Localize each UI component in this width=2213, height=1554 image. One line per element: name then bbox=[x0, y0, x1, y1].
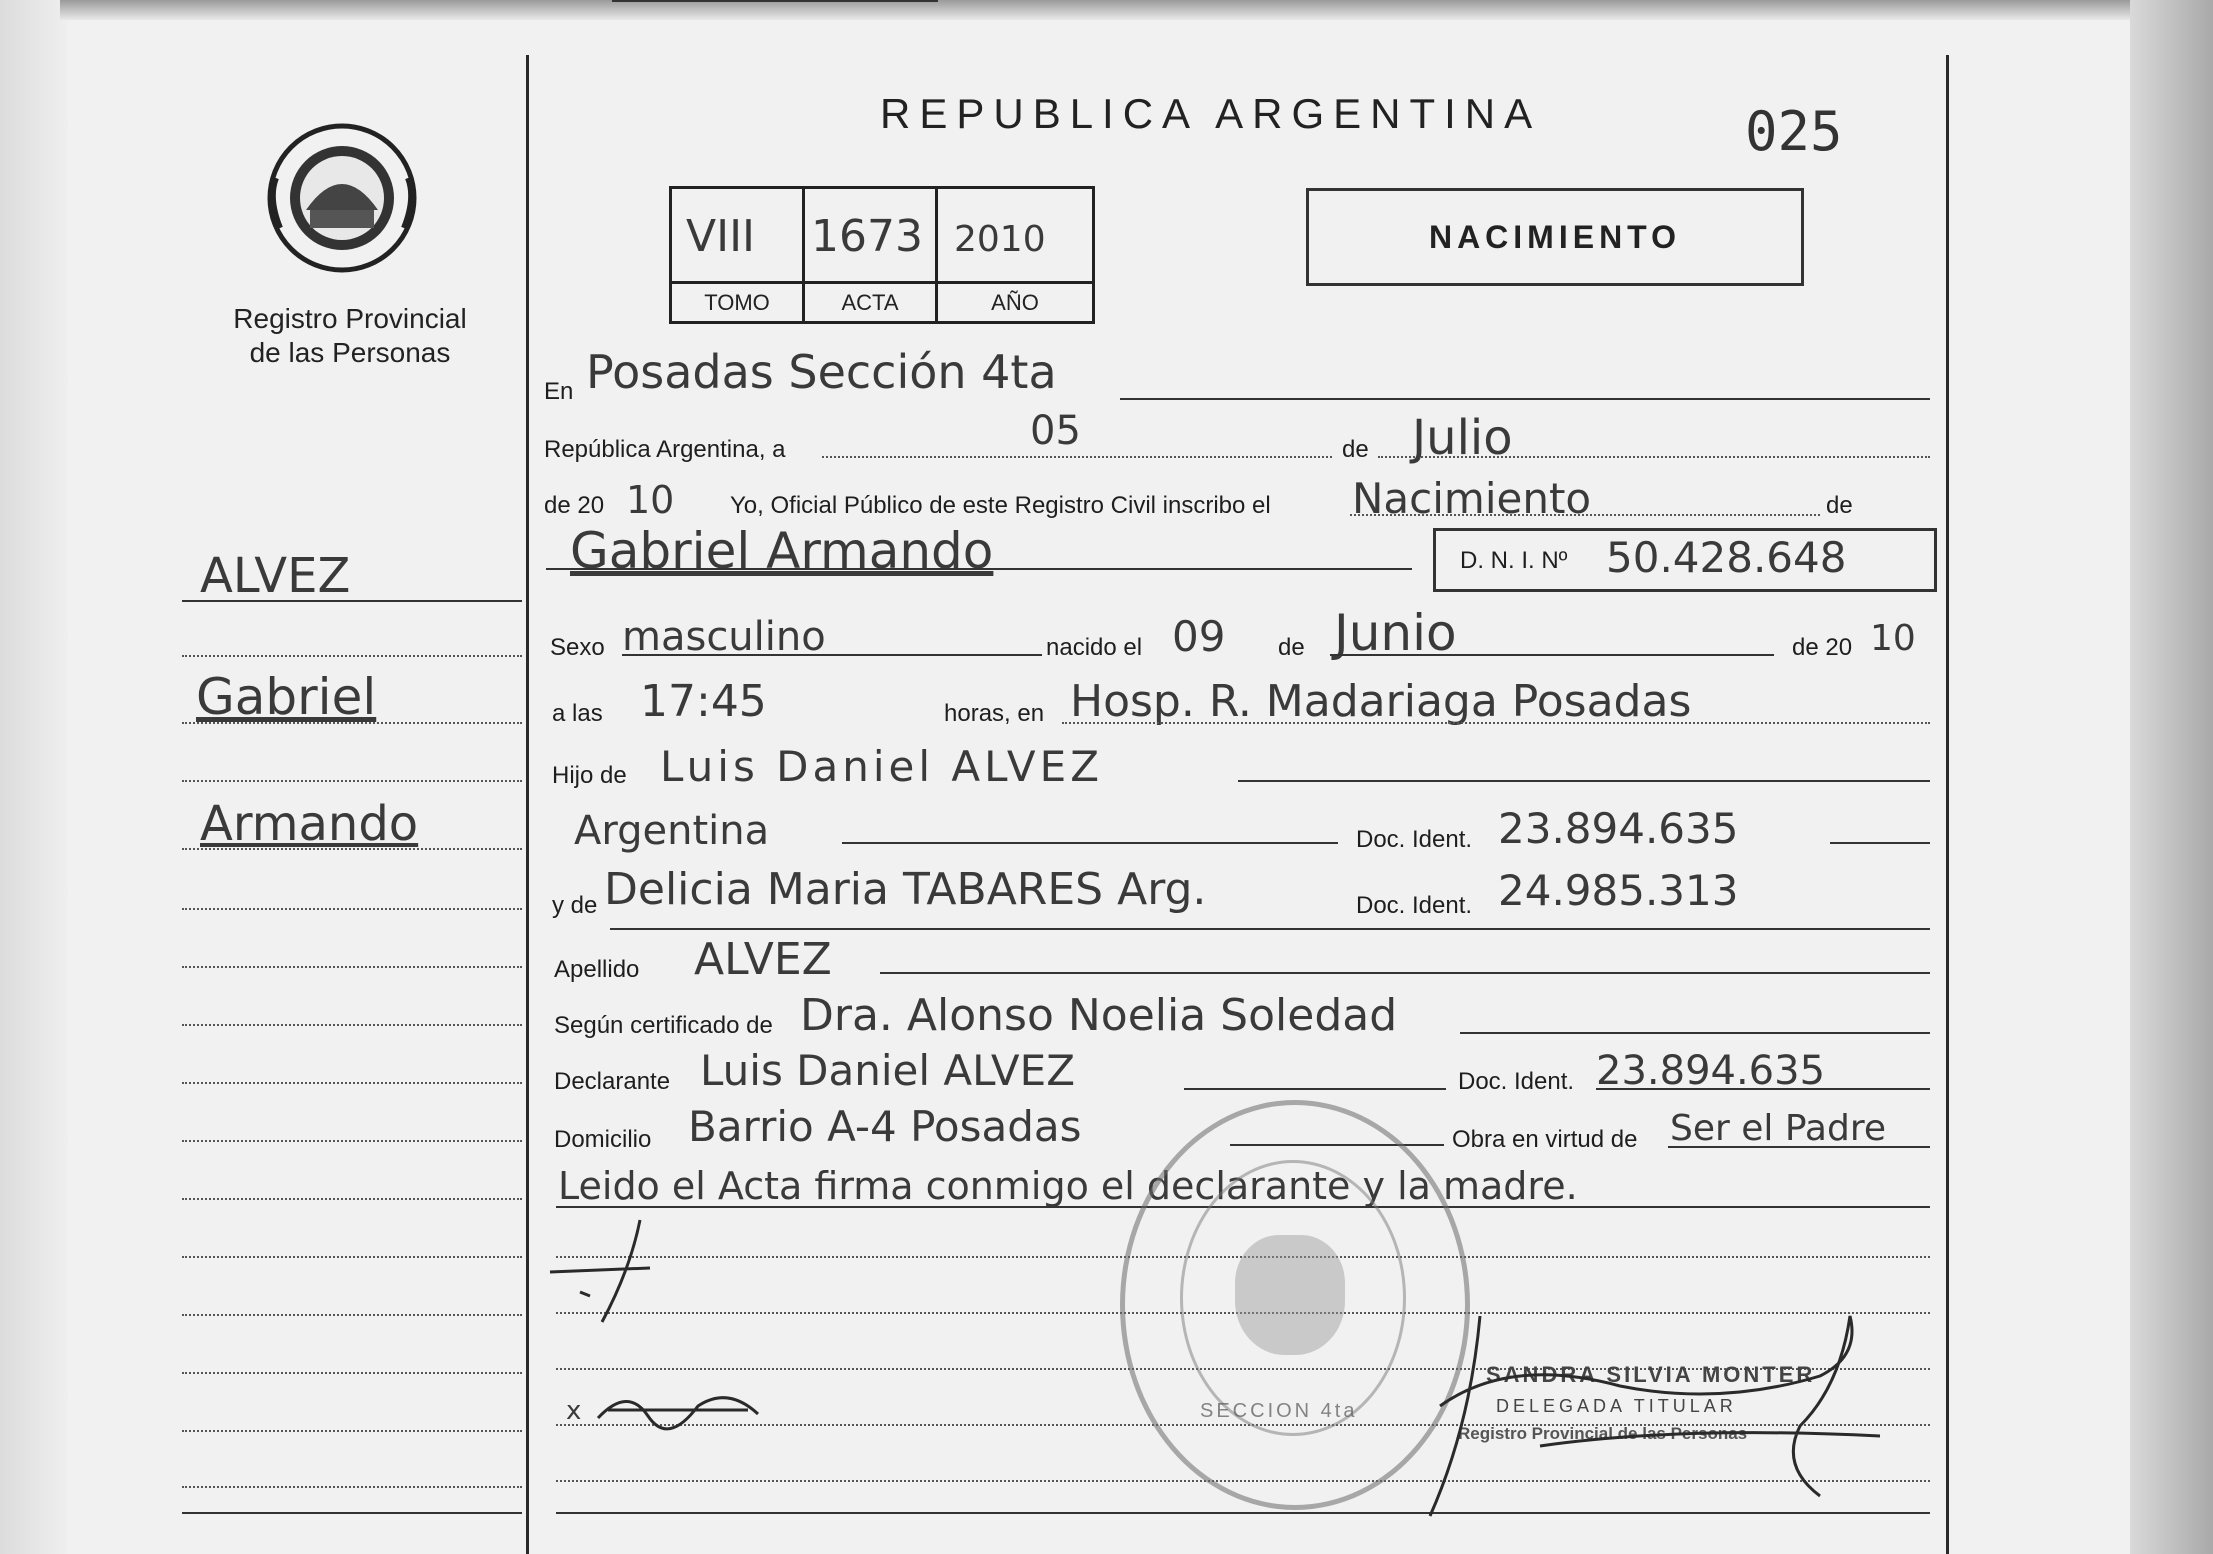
year-suffix: 10 bbox=[626, 478, 675, 522]
margin-rule bbox=[182, 1372, 522, 1374]
record-type-box: NACIMIENTO bbox=[1306, 188, 1804, 286]
de-label: de bbox=[1342, 436, 1369, 463]
margin-rule bbox=[182, 1082, 522, 1084]
father-doc-label: Doc. Ident. bbox=[1356, 826, 1473, 853]
nacido-label: nacido el bbox=[1046, 634, 1143, 661]
mother-doc-label: Doc. Ident. bbox=[1356, 892, 1473, 919]
margin-rule bbox=[182, 1314, 522, 1316]
stamp-registry: Registro Provincial de las Personas bbox=[1458, 1424, 1748, 1443]
margin-rule bbox=[182, 1198, 522, 1200]
de-label-2: de bbox=[1826, 492, 1853, 519]
margin-rule bbox=[182, 780, 522, 782]
inscribo-value: Nacimiento bbox=[1352, 474, 1592, 523]
dni-box bbox=[1433, 528, 1937, 592]
signature-x-mark: x bbox=[566, 1396, 582, 1426]
month-value: Julio bbox=[1412, 410, 1513, 466]
page-top-shadow bbox=[60, 0, 2140, 20]
de-label-3: de bbox=[1278, 634, 1305, 661]
birth-place-line bbox=[1062, 722, 1930, 724]
anio-value: 2010 bbox=[954, 219, 1046, 260]
registry-title bbox=[200, 302, 500, 370]
anio-label: AÑO bbox=[938, 281, 1092, 324]
birth-month-line bbox=[1330, 654, 1774, 656]
father-nat-line bbox=[842, 842, 1338, 844]
apellido-label: Apellido bbox=[554, 956, 640, 983]
apellido-value: ALVEZ bbox=[694, 934, 832, 985]
segun-line bbox=[1460, 1032, 1930, 1034]
country-heading: REPUBLICA ARGENTINA bbox=[880, 90, 1542, 137]
declarante-doc-label: Doc. Ident. bbox=[1458, 1068, 1575, 1095]
declarante-doc: 23.894.635 bbox=[1596, 1048, 1826, 1094]
father-line bbox=[1238, 780, 1930, 782]
horas-label: horas, en bbox=[944, 700, 1045, 727]
y-de-label: y de bbox=[552, 892, 598, 919]
birth-year-prefix: de 20 bbox=[1792, 634, 1853, 661]
domicilio-value: Barrio A-4 Posadas bbox=[688, 1102, 1082, 1151]
time-value: 17:45 bbox=[640, 676, 767, 727]
seal-emblem bbox=[1235, 1235, 1345, 1355]
acta-cell bbox=[805, 189, 938, 281]
margin-rule bbox=[182, 1512, 522, 1514]
dni-label: D. N. I. Nº bbox=[1460, 547, 1568, 574]
margin-surname: ALVEZ bbox=[200, 548, 351, 604]
declarante-value: Luis Daniel ALVEZ bbox=[700, 1046, 1075, 1095]
seal-bottom-text: SECCION 4ta bbox=[1200, 1400, 1358, 1422]
birth-year-suffix: 10 bbox=[1870, 618, 1916, 659]
a-las-label: a las bbox=[552, 700, 603, 727]
stamp-title: DELEGADA TITULAR bbox=[1496, 1396, 1737, 1416]
document-number: 025 bbox=[1745, 100, 1843, 163]
stamp-name: SANDRA SILVIA MONTER bbox=[1486, 1362, 1816, 1387]
declarante-label: Declarante bbox=[554, 1068, 671, 1095]
birth-day: 09 bbox=[1172, 612, 1226, 661]
mother-doc: 24.985.313 bbox=[1498, 866, 1739, 915]
misiones-seal-logo bbox=[262, 118, 422, 278]
margin-first-name: Gabriel bbox=[196, 668, 377, 726]
place-line bbox=[1120, 398, 1930, 400]
leido-text: Leido el Acta firma conmigo el declarante y la madre. bbox=[558, 1164, 1578, 1208]
father-nationality: Argentina bbox=[574, 808, 770, 854]
inscribo-line bbox=[1350, 514, 1820, 516]
day-value: 05 bbox=[1030, 408, 1081, 454]
day-line bbox=[822, 456, 1332, 458]
hijo-label: Hijo de bbox=[552, 762, 627, 789]
tomo-value: VIII bbox=[686, 211, 756, 262]
book-right-edge bbox=[2130, 0, 2213, 1554]
margin-rule bbox=[182, 848, 522, 850]
margin-rule bbox=[182, 1430, 522, 1432]
place-value: Posadas Sección 4ta bbox=[586, 345, 1057, 399]
registry-title-line2: de las Personas bbox=[249, 337, 451, 368]
republica-label: República Argentina, a bbox=[544, 436, 786, 463]
tomo-acta-table bbox=[669, 186, 1095, 324]
domicilio-label: Domicilio bbox=[554, 1126, 652, 1153]
margin-rule bbox=[182, 655, 522, 657]
child-name: Gabriel Armando bbox=[570, 522, 994, 580]
obra-label: Obra en virtud de bbox=[1452, 1126, 1638, 1153]
declarante-line bbox=[1184, 1088, 1446, 1090]
margin-rule bbox=[182, 1256, 522, 1258]
sexo-value: masculino bbox=[622, 614, 826, 660]
acta-label: ACTA bbox=[805, 281, 938, 324]
father-doc: 23.894.635 bbox=[1498, 804, 1739, 853]
margin-rule bbox=[182, 908, 522, 910]
inscribo-label: Yo, Oficial Público de este Registro Civil inscribo el bbox=[730, 492, 1271, 519]
registry-title-line1: Registro Provincial bbox=[233, 303, 467, 334]
officer-signature bbox=[1420, 1296, 1900, 1526]
margin-rule bbox=[182, 966, 522, 968]
birth-month: Junio bbox=[1334, 604, 1457, 662]
margin-rule bbox=[182, 722, 522, 724]
father-doc-line bbox=[1830, 842, 1930, 844]
obra-line bbox=[1668, 1146, 1930, 1148]
father-name: Luis Daniel ALVEZ bbox=[660, 742, 1103, 791]
margin-rule bbox=[182, 1024, 522, 1026]
acta-value: 1673 bbox=[811, 211, 923, 262]
margin-middle-name: Armando bbox=[200, 796, 419, 852]
right-margin-rule bbox=[1946, 55, 1949, 1554]
segun-label: Según certificado de bbox=[554, 1012, 773, 1039]
mother-name: Delicia Maria TABARES Arg. bbox=[604, 864, 1207, 915]
binding-edge bbox=[0, 0, 68, 1554]
declarante-doc-line bbox=[1596, 1088, 1930, 1090]
margin-rule bbox=[182, 1486, 522, 1488]
tomo-cell bbox=[672, 189, 805, 281]
sexo-label: Sexo bbox=[550, 634, 605, 661]
margin-rule bbox=[182, 1140, 522, 1142]
dni-value: 50.428.648 bbox=[1606, 533, 1847, 582]
birth-place: Hosp. R. Madariaga Posadas bbox=[1070, 676, 1692, 727]
segun-value: Dra. Alonso Noelia Soledad bbox=[800, 990, 1398, 1041]
tomo-label: TOMO bbox=[672, 281, 805, 324]
child-name-line bbox=[546, 568, 1412, 570]
mother-signature bbox=[588, 1366, 768, 1436]
declarant-signature bbox=[540, 1210, 690, 1330]
anio-cell bbox=[938, 189, 1092, 281]
apellido-line bbox=[880, 972, 1930, 974]
mother-line bbox=[610, 928, 1930, 930]
sexo-line bbox=[622, 654, 1042, 656]
time-line bbox=[612, 0, 938, 2]
en-label: En bbox=[544, 378, 574, 405]
left-margin-rule bbox=[526, 55, 529, 1554]
year-prefix: de 20 bbox=[544, 492, 605, 519]
obra-value: Ser el Padre bbox=[1670, 1108, 1886, 1149]
